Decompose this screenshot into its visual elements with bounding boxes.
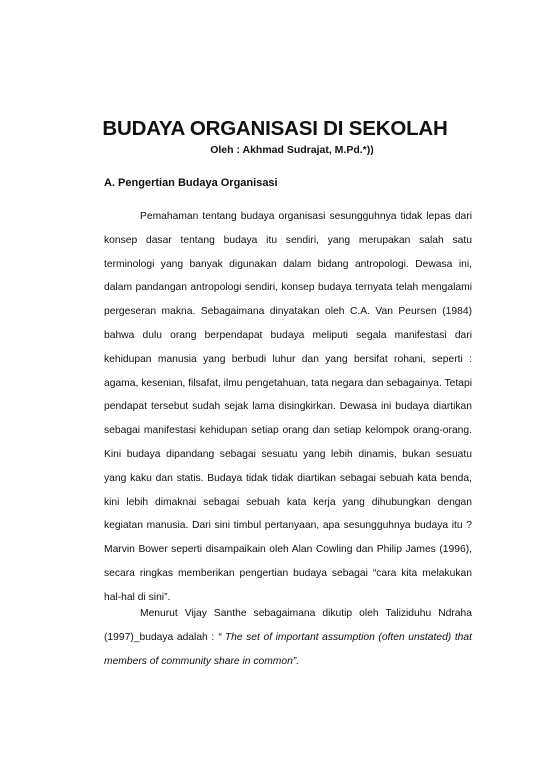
paragraph-quote [104,602,472,673]
paragraph-2-lead: Menurut Vijay Santhe sebagaimana dikutip oleh Taliziduhu Ndraha (1997)_budaya adalah : [104,608,472,643]
section-heading: A. Pengertian Budaya Organisasi [104,177,278,189]
paragraph-definition [104,205,472,610]
paragraph-2-quote: “ The set of important assumption (often unstated) that members of community share in common”. [104,631,472,667]
paragraph-1-text: Pemahaman tentang budaya organisasi sesungguhnya tidak lepas dari konsep dasar tentang budaya itu sendiri, yang merupakan salah satu terminologi yang banyak digunakan dalam bidang antropologi. Dewasa ini, dalam pandangan antropologi sendiri, konsep budaya ternyata telah mengalami pergeseran makna. Sebagaimana dinyatakan oleh C.A. Van Peursen (1984) bahwa dulu orang berpendapat budaya meliputi segala manifestasi dari kehidupan manusia yang berbudi luhur dan yang bersifat rohani, seperti : agama, kesenian, filsafat, ilmu pengetahuan, tata negara dan sebagainya. Tetapi pendapat tersebut sudah sejak lama disingkirkan. Dewasa ini budaya diartikan sebagai manifestasi kehidupan setiap orang dan setiap kelompok orang-orang. Kini budaya dipandang sebagai sesuatu yang lebih dinamis, bukan sesuatu yang kaku dan statis. Budaya tidak tidak diartikan sebagai sebuah kata benda, kini lebih dimaknai sebagai sebuah kata kerja yang dihubungkan dengan kegiatan manusia. Dari sini timbul pertanyaan, apa sesungguhnya budaya itu ? Marvin Bower seperti disampaikain oleh Alan Cowling dan Philip James (1996), secara ringkas memberikan pengertian budaya sebagai “cara kita melakukan hal-hal di sini”. [104,211,472,603]
document-title: BUDAYA ORGANISASI DI SEKOLAH [102,117,448,140]
author-line: Oleh : Akhmad Sudrajat, M.Pd.*)) [210,144,374,156]
